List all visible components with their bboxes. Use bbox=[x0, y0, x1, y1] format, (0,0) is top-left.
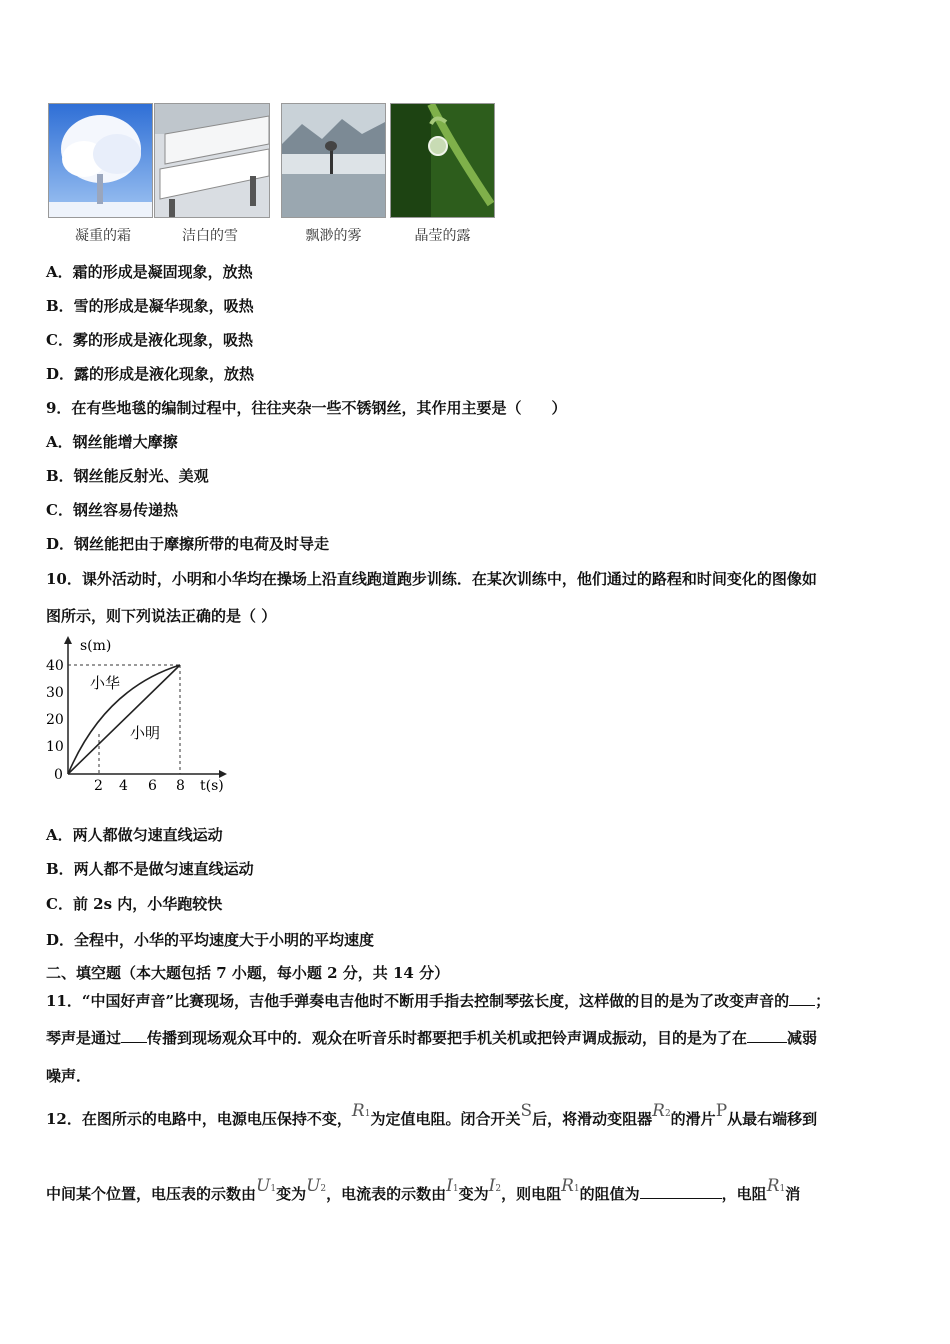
q11-line3: 噪声． bbox=[46, 1067, 92, 1085]
frost-tree-photo bbox=[48, 103, 153, 218]
r2-letter: R bbox=[652, 1101, 665, 1121]
q9-option-b: B．钢丝能反射光、美观 bbox=[46, 467, 209, 485]
q12-text-5: 从最右端移到 bbox=[727, 1110, 818, 1128]
r1-symbol-2 bbox=[561, 1176, 580, 1196]
y-tick-30: 30 bbox=[46, 685, 64, 701]
q10-stem-line1: 10．课外活动时，小明和小华均在操场上沿直线跑道跑步训练．在某次训练中，他们通过的路程和时间变化的图像如 bbox=[46, 570, 817, 588]
q12-text-10: ，则电阻 bbox=[501, 1185, 562, 1203]
q10-option-b: B．两人都不是做匀速直线运动 bbox=[46, 860, 254, 878]
q10-option-a: A．两人都做匀速直线运动 bbox=[46, 826, 223, 844]
q9-stem: 9．在有些地毯的编制过程中，往往夹杂一些不锈钢丝，其作用主要是（ ） bbox=[46, 399, 567, 417]
r1-letter-3: R bbox=[766, 1176, 780, 1196]
y-axis-label: s(m) bbox=[80, 638, 112, 654]
distance-time-graph bbox=[44, 634, 234, 800]
q12-text-3: 后，将滑动变阻器 bbox=[532, 1110, 653, 1128]
r1-subscript-3: 1 bbox=[779, 1184, 786, 1194]
label-xiaohua: 小华 bbox=[90, 674, 121, 692]
y-tick-0: 0 bbox=[54, 767, 63, 783]
q11-text-1-end: ； bbox=[815, 992, 831, 1010]
i1-letter: I bbox=[446, 1176, 453, 1196]
q12-text-11: 的阻值为 bbox=[579, 1185, 640, 1203]
caption-dew: 晶莹的露 bbox=[414, 228, 471, 244]
fog-lake-photo bbox=[281, 103, 386, 218]
i2-subscript: 2 bbox=[495, 1184, 502, 1194]
x-axis-arrow bbox=[219, 770, 227, 778]
q9-option-d: D．钢丝能把由于摩擦所带的电荷及时导走 bbox=[46, 535, 330, 553]
q8-option-c: C．雾的形成是液化现象，吸热 bbox=[46, 331, 253, 349]
q11-text-1: 11．“中国好声音”比赛现场，吉他手弹奏电吉他时不断用手指去控制琴弦长度，这样做的目的是为了改变声音的 bbox=[46, 992, 790, 1010]
x-axis-label: t(s) bbox=[200, 778, 224, 794]
q12-text-9: 变为 bbox=[458, 1185, 489, 1203]
r1-letter-2: R bbox=[561, 1176, 574, 1196]
q11-line2 bbox=[46, 1027, 817, 1048]
xiaoming-line bbox=[68, 665, 180, 774]
u2-subscript: 2 bbox=[320, 1184, 327, 1194]
y-tick-10: 10 bbox=[46, 739, 64, 755]
i1-subscript: 1 bbox=[452, 1184, 459, 1194]
r1-symbol-3 bbox=[767, 1176, 786, 1196]
r1-symbol bbox=[352, 1101, 371, 1121]
u1-symbol bbox=[256, 1176, 276, 1196]
q11-blank-1[interactable] bbox=[789, 991, 815, 1006]
r2-subscript: 2 bbox=[664, 1109, 671, 1119]
label-xiaoming: 小明 bbox=[130, 724, 161, 742]
y-tick-20: 20 bbox=[46, 712, 64, 728]
photo-strip bbox=[48, 103, 498, 253]
q9-option-c: C．钢丝容易传递热 bbox=[46, 501, 178, 519]
q12-text-4: 的滑片 bbox=[670, 1110, 716, 1128]
q10-stem-line2: 图所示，则下列说法正确的是（ ） bbox=[46, 607, 277, 625]
q12-text-7: 变为 bbox=[276, 1185, 307, 1203]
q9-option-a: A．钢丝能增大摩擦 bbox=[46, 433, 178, 451]
q12-text-1: 12．在图所示的电路中，电源电压保持不变， bbox=[46, 1110, 352, 1128]
switch-symbol: S bbox=[520, 1101, 533, 1121]
q8-option-b: B．雪的形成是凝华现象，吸热 bbox=[46, 297, 254, 315]
u1-letter: U bbox=[256, 1176, 271, 1196]
dew-drop-photo bbox=[390, 103, 495, 218]
q12-blank-1[interactable] bbox=[640, 1184, 722, 1199]
r1-letter: R bbox=[351, 1101, 365, 1121]
i2-letter: I bbox=[488, 1176, 496, 1196]
q12-text-12: ，电阻 bbox=[721, 1185, 767, 1203]
q10-option-d: D．全程中，小华的平均速度大于小明的平均速度 bbox=[46, 931, 375, 949]
q12-line2 bbox=[46, 1176, 801, 1204]
y-tick-40: 40 bbox=[46, 658, 64, 674]
x-tick-8: 8 bbox=[176, 778, 185, 794]
i2-symbol bbox=[489, 1176, 501, 1196]
q8-option-a: A．霜的形成是凝固现象，放热 bbox=[46, 263, 253, 281]
caption-fog: 飘渺的雾 bbox=[305, 228, 362, 244]
q11-text-2c: 减弱 bbox=[787, 1029, 818, 1047]
q11-text-2a: 琴声是通过 bbox=[46, 1029, 122, 1047]
q12-text-8: ，电流表的示数由 bbox=[326, 1185, 447, 1203]
caption-snow: 洁白的雪 bbox=[182, 228, 238, 244]
u1-subscript: 1 bbox=[270, 1184, 277, 1194]
x-tick-4: 4 bbox=[119, 778, 128, 794]
q11-blank-3[interactable] bbox=[747, 1028, 787, 1043]
q11-blank-2[interactable] bbox=[121, 1028, 147, 1043]
q12-text-6: 中间某个位置，电压表的示数由 bbox=[46, 1185, 257, 1203]
x-tick-2: 2 bbox=[94, 778, 103, 794]
u2-symbol bbox=[306, 1176, 326, 1196]
x-tick-6: 6 bbox=[148, 778, 157, 794]
slider-symbol: P bbox=[715, 1101, 728, 1121]
q12-text-13: 消 bbox=[785, 1185, 801, 1203]
q12-text-2: 为定值电阻。闭合开关 bbox=[370, 1110, 521, 1128]
y-axis-arrow bbox=[64, 636, 72, 644]
q10-option-c: C．前 2s 内，小华跑较快 bbox=[46, 895, 223, 913]
r2-symbol bbox=[652, 1101, 671, 1121]
section-fill-in-heading: 二、填空题（本大题包括 7 小题，每小题 2 分，共 14 分） bbox=[46, 964, 450, 982]
i1-symbol bbox=[446, 1176, 458, 1196]
r1-subscript: 1 bbox=[364, 1109, 371, 1119]
snow-bench-photo bbox=[154, 103, 270, 218]
q11-text-2b: 传播到现场观众耳中的．观众在听音乐时都要把手机关机或把铃声调成振动，目的是为了在 bbox=[147, 1029, 748, 1047]
q12-line1 bbox=[46, 1101, 818, 1129]
u2-letter: U bbox=[306, 1176, 321, 1196]
q8-option-d: D．露的形成是液化现象，放热 bbox=[46, 365, 255, 383]
q11-line1 bbox=[46, 990, 830, 1011]
caption-frost: 凝重的霜 bbox=[75, 228, 131, 244]
r1-subscript-2: 1 bbox=[573, 1184, 580, 1194]
